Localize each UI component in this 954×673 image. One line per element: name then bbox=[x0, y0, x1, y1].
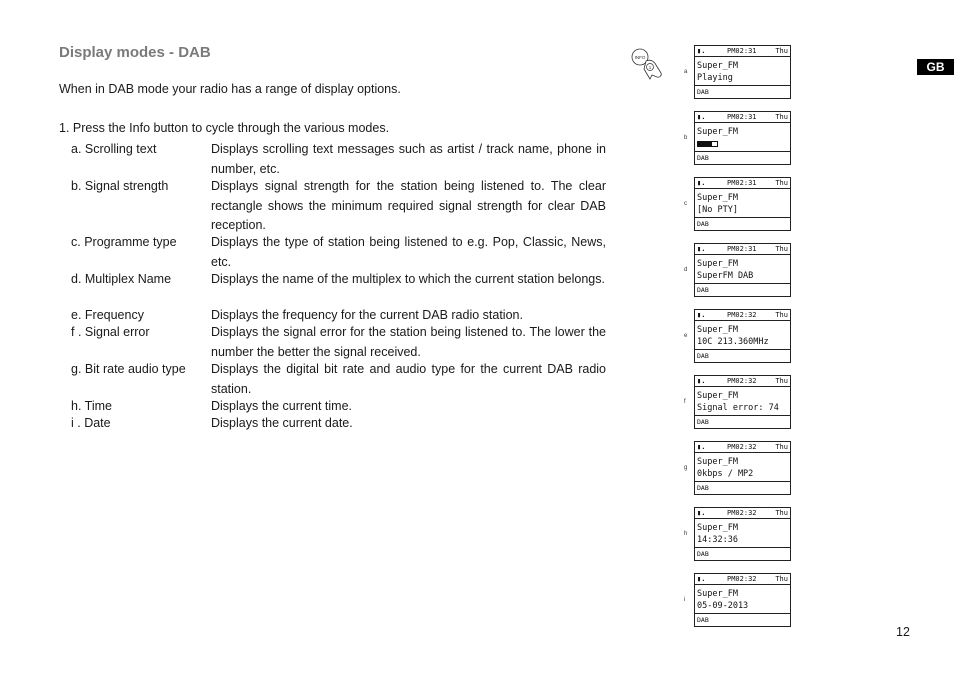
mode-term: e. Frequency bbox=[71, 308, 144, 322]
page-number: 12 bbox=[896, 625, 910, 639]
lcd-mode-label: DAB bbox=[695, 547, 790, 560]
lcd-mode-label: DAB bbox=[695, 613, 790, 626]
lcd-day: Thu bbox=[775, 377, 788, 385]
mode-description: Displays the type of station being listened to e.g. Pop, Classic, News, etc. bbox=[211, 235, 606, 269]
display-letter: e bbox=[684, 333, 688, 339]
lcd-time: PM02:32 bbox=[727, 377, 757, 385]
lcd-mode-label: DAB bbox=[695, 481, 790, 494]
mode-term: i . Date bbox=[71, 416, 111, 430]
lcd-screen bbox=[694, 45, 791, 99]
lcd-time: PM02:32 bbox=[727, 509, 757, 517]
lcd-status-bar bbox=[695, 508, 790, 519]
signal-icon: ▮. bbox=[697, 575, 706, 583]
signal-icon: ▮. bbox=[697, 47, 706, 55]
signal-icon: ▮. bbox=[697, 311, 706, 319]
info-button-label: INFO bbox=[634, 55, 646, 60]
signal-icon: ▮. bbox=[697, 113, 706, 121]
lcd-time: PM02:31 bbox=[727, 47, 757, 55]
mode-term: a. Scrolling text bbox=[71, 142, 157, 156]
mode-description: Displays the name of the multiplex to which the current station belongs. bbox=[211, 272, 605, 286]
lcd-info-line: 14:32:36 bbox=[697, 535, 738, 545]
display-letter: f bbox=[684, 399, 686, 405]
lcd-day: Thu bbox=[775, 47, 788, 55]
mode-description: Displays the frequency for the current DAB radio station. bbox=[211, 308, 523, 322]
mode-description: Displays the digital bit rate and audio type for the current DAB radio station. bbox=[211, 362, 606, 396]
mode-term: d. Multiplex Name bbox=[71, 272, 172, 286]
lcd-info-line: SuperFM DAB bbox=[697, 271, 754, 281]
mode-description: Displays scrolling text messages such as artist / track name, phone in number, etc. bbox=[211, 142, 606, 176]
signal-icon: ▮. bbox=[697, 509, 706, 517]
display-letter: d bbox=[684, 267, 688, 273]
lcd-mode-label: DAB bbox=[695, 415, 790, 428]
mode-term: c. Programme type bbox=[71, 235, 177, 249]
lcd-info-line: [No PTY] bbox=[697, 205, 738, 215]
lcd-day: Thu bbox=[775, 443, 788, 451]
lcd-screen bbox=[694, 111, 791, 165]
display-letter: i bbox=[684, 597, 686, 603]
lcd-screen bbox=[694, 177, 791, 231]
lcd-info-line: 10C 213.360MHz bbox=[697, 337, 769, 347]
lcd-station-name: Super_FM bbox=[697, 193, 738, 203]
lcd-day: Thu bbox=[775, 311, 788, 319]
lcd-mode-label: DAB bbox=[695, 85, 790, 98]
lcd-time: PM02:32 bbox=[727, 311, 757, 319]
lcd-station-name: Super_FM bbox=[697, 589, 738, 599]
lcd-time: PM02:32 bbox=[727, 575, 757, 583]
lcd-time: PM02:31 bbox=[727, 245, 757, 253]
lcd-mode-label: DAB bbox=[695, 217, 790, 230]
info-button-number: 1 bbox=[648, 65, 652, 70]
lcd-day: Thu bbox=[775, 179, 788, 187]
display-letter: c bbox=[684, 201, 687, 207]
lcd-info-line: Signal error: 74 bbox=[697, 403, 779, 413]
lcd-status-bar bbox=[695, 442, 790, 453]
lcd-info-line: 0kbps / MP2 bbox=[697, 469, 754, 479]
mode-term: f . Signal error bbox=[71, 325, 150, 339]
lcd-time: PM02:32 bbox=[727, 443, 757, 451]
info-button-icon bbox=[630, 47, 664, 88]
language-badge: GB bbox=[917, 59, 954, 75]
lcd-status-bar bbox=[695, 46, 790, 57]
lcd-time: PM02:31 bbox=[727, 113, 757, 121]
lcd-info-line: 05-09-2013 bbox=[697, 601, 749, 611]
lcd-screen bbox=[694, 507, 791, 561]
lcd-screen bbox=[694, 309, 791, 363]
lcd-day: Thu bbox=[775, 245, 788, 253]
mode-term: b. Signal strength bbox=[71, 179, 169, 193]
lcd-station-name: Super_FM bbox=[697, 523, 738, 533]
lcd-status-bar bbox=[695, 376, 790, 387]
lcd-station-name: Super_FM bbox=[697, 457, 738, 467]
lcd-screen bbox=[694, 243, 791, 297]
mode-term: g. Bit rate audio type bbox=[71, 362, 186, 376]
lcd-status-bar bbox=[695, 310, 790, 321]
page-title: Display modes - DAB bbox=[59, 44, 211, 61]
lcd-status-bar bbox=[695, 244, 790, 255]
signal-strength-bar bbox=[697, 141, 718, 147]
lcd-status-bar bbox=[695, 574, 790, 585]
lcd-day: Thu bbox=[775, 575, 788, 583]
lcd-station-name: Super_FM bbox=[697, 127, 738, 137]
lcd-day: Thu bbox=[775, 509, 788, 517]
lcd-info-line: Playing bbox=[697, 73, 733, 83]
lcd-station-name: Super_FM bbox=[697, 61, 738, 71]
lcd-mode-label: DAB bbox=[695, 283, 790, 296]
lcd-mode-label: DAB bbox=[695, 349, 790, 362]
display-letter: a bbox=[684, 69, 688, 75]
lcd-status-bar bbox=[695, 112, 790, 123]
mode-description: Displays signal strength for the station being listened to. The clear rectangle shows the minimum required signal strength for clear DAB reception. bbox=[211, 179, 606, 232]
signal-icon: ▮. bbox=[697, 245, 706, 253]
lcd-screen bbox=[694, 573, 791, 627]
mode-term: h. Time bbox=[71, 399, 112, 413]
lcd-time: PM02:31 bbox=[727, 179, 757, 187]
mode-description: Displays the current date. bbox=[211, 416, 353, 430]
mode-description: Displays the current time. bbox=[211, 399, 353, 413]
lcd-mode-label: DAB bbox=[695, 151, 790, 164]
mode-description: Displays the signal error for the station being listened to. The lower the number the better the signal received. bbox=[211, 325, 606, 359]
signal-icon: ▮. bbox=[697, 179, 706, 187]
lcd-station-name: Super_FM bbox=[697, 325, 738, 335]
step-instruction: 1. Press the Info button to cycle through the various modes. bbox=[59, 121, 390, 135]
display-letter: b bbox=[684, 135, 688, 141]
signal-strength-fill bbox=[698, 142, 712, 146]
lcd-station-name: Super_FM bbox=[697, 259, 738, 269]
lcd-screen bbox=[694, 441, 791, 495]
lcd-station-name: Super_FM bbox=[697, 391, 738, 401]
lcd-day: Thu bbox=[775, 113, 788, 121]
signal-icon: ▮. bbox=[697, 377, 706, 385]
lcd-screen bbox=[694, 375, 791, 429]
lcd-status-bar bbox=[695, 178, 790, 189]
display-letter: g bbox=[684, 465, 688, 471]
intro-text: When in DAB mode your radio has a range of display options. bbox=[59, 82, 401, 96]
signal-icon: ▮. bbox=[697, 443, 706, 451]
display-letter: h bbox=[684, 531, 688, 537]
